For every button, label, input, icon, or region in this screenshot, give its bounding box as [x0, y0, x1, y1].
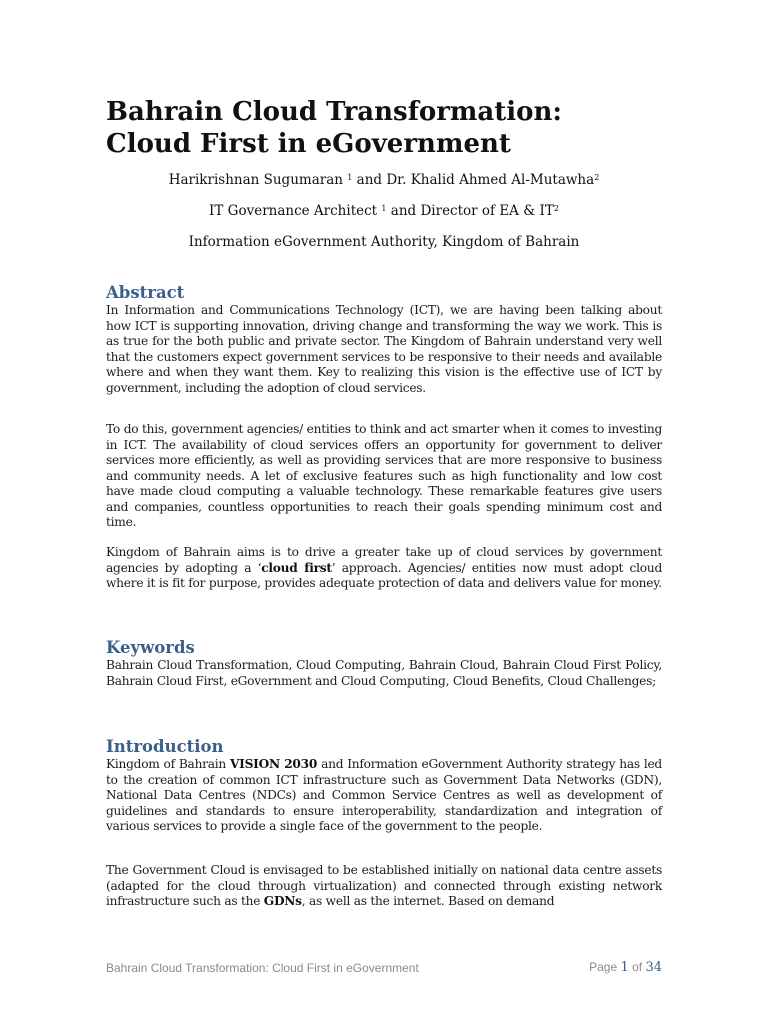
title-line-2: Cloud First in eGovernment	[106, 129, 511, 159]
abstract-paragraph-1: In Information and Communications Technology (ICT), we are having been talking about how ICT is supporting innovation, driving change and transforming the way we work. This is as true for the both public and private sector. The Kingdom of Bahrain understand very well that the customers expect government services to be responsive to their needs and available where and when they want them. Key to realizing this vision is the effective use of ICT by government, including the adoption of cloud services.	[106, 303, 662, 395]
abstract-paragraph-2: To do this, government agencies/ entities to think and act smarter when it comes to investing in ICT. The availability of cloud services offers an opportunity for government to deliver services more efficiently, as well as providing services that are more responsive to business and community needs. A let of exclusive features such as high functionality and low cost have made cloud computing a valuable technology. These remarkable features give users and companies, countless opportunities to reach their goals spending minimum cost and time.	[106, 422, 662, 529]
intro-p2-text-b: , as well as the internet. Based on demand	[301, 894, 555, 908]
author-connector: and Dr. Khalid Ahmed Al-Mutawha	[356, 172, 595, 188]
keywords-heading: Keywords	[106, 638, 195, 657]
introduction-heading: Introduction	[106, 737, 224, 756]
role-line	[106, 203, 662, 219]
role-connector: and Director of EA & IT	[390, 203, 554, 219]
abstract-paragraph-3	[106, 545, 662, 592]
abstract-heading: Abstract	[106, 283, 185, 302]
role-1: IT Governance Architect	[209, 203, 378, 219]
title-line-1: Bahrain Cloud Transformation:	[106, 97, 563, 127]
paper-title	[106, 96, 706, 160]
footer-running-title: Bahrain Cloud Transformation: Cloud First in eGovernment	[106, 961, 419, 975]
role-1-mark: 1	[381, 204, 387, 213]
author-2-mark: 2	[594, 173, 600, 182]
abstract-p3-text-b: ’ approach. Agencies/ entities now must adopt cloud where it is fit for purpose, provides adequate protection of data and delivers value for money.	[106, 560, 663, 590]
abstract-p3-text-a: Kingdom of Bahrain aims is to drive a greater take up of cloud services by government agencies by adopting a ‘	[106, 545, 662, 575]
author-1-mark: 1	[347, 173, 353, 182]
introduction-paragraph-1	[106, 757, 662, 835]
gdns-emphasis: GDNs	[263, 894, 302, 908]
intro-p1-text-a: Kingdom of Bahrain	[106, 757, 230, 771]
author-1: Harikrishnan Sugumaran	[168, 172, 343, 188]
affiliation: Information eGovernment Authority, Kingdom of Bahrain	[188, 234, 580, 250]
intro-p2-text-a: The Government Cloud is envisaged to be established initially on national data centre assets (adapted for the cloud through virtualization) and connected through existing network infrastructure such as the	[106, 863, 662, 908]
cloud-first-emphasis: cloud first	[261, 560, 332, 575]
intro-p1-text-b: and Information eGovernment Authority strategy has led to the creation of common ICT infrastructure such as Government Data Networks (GDN), National Data Centres (NDCs) and Common Service Centres as well as development of guidelines and standards to ensure interoperability, standardization and integration of various services to provide a single face of the government to the people.	[106, 757, 662, 833]
page-current: 1	[620, 960, 629, 975]
footer-page-number	[589, 960, 662, 975]
page-label: Page	[589, 960, 618, 974]
page-of: of	[632, 960, 643, 974]
role-2-mark: 2	[553, 204, 559, 213]
author-line	[106, 172, 662, 188]
keywords-text: Bahrain Cloud Transformation, Cloud Computing, Bahrain Cloud, Bahrain Cloud First Policy, Bahrain Cloud First, eGovernment and Cloud Computing, Cloud Benefits, Cloud Challenges;	[106, 658, 662, 688]
vision-2030-emphasis: VISION 2030	[229, 757, 318, 771]
page-total: 34	[645, 960, 662, 975]
introduction-paragraph-2	[106, 863, 662, 910]
